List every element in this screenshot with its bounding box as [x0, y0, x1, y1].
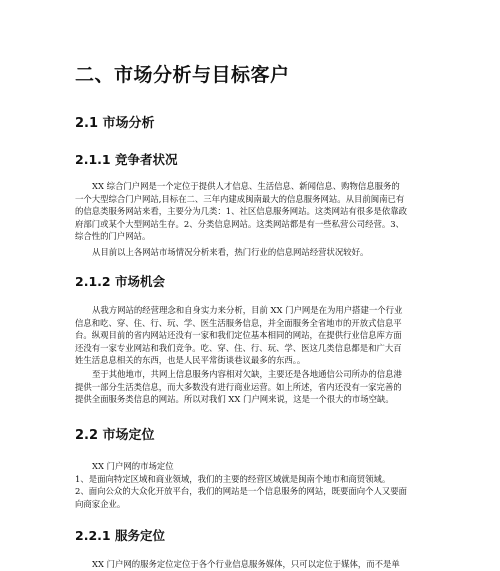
paragraph-competitors: [75, 180, 430, 243]
text-line: XX 综合门户网是一个定位于提供人才信息、生活信息、新闻信息、购物信息服务的: [92, 181, 400, 191]
text-line: XX 门户网的服务定位定位于各个行业信息服务媒体，只可以定位于媒体，而不是单: [92, 559, 400, 569]
paragraph-opportunity: [75, 304, 430, 367]
paragraph-market-summary: [75, 246, 430, 259]
text-line: 提供全面服务类信息的网站。所以对我们 XX 门户网来说，这是一个很大的市场空缺。: [75, 394, 394, 405]
text-line: 台。纵观目前的省内网站还没有一家和我们定位基本相同的网站，在提供行业信息库方面: [75, 330, 402, 341]
text-line: 的信息类服务网站来看，主要分为几类：1、社区信息服务网站。这类网站有很多是依靠政: [75, 206, 407, 217]
chapter-heading: 二、市场分析与目标客户: [75, 64, 290, 86]
text-line: 从我方网站的经营理念和自身实力来分析，目前 XX 门户网是在为用户搭建一个行业: [92, 305, 403, 315]
section-heading-2-1-1: 2.1.1 竞争者状况: [75, 152, 178, 167]
text-line: 从目前以上各网站市场情况分析来看，热门行业的信息网站经营状况较好。: [92, 247, 369, 257]
text-line: 提供一部分生活类信息，而大多数没有进行商业运营。如上所述，省内还没有一家完善的: [75, 381, 402, 392]
text-line: 综合性的门户网站。: [75, 231, 151, 242]
text-line: 2、面向公众的大众化开放平台，我们的网站是一个信息服务的网站，既要面向个人又要面: [75, 486, 407, 497]
section-heading-2-2-1: 2.2.1 服务定位: [75, 528, 165, 543]
text-line: 向商家企业。: [75, 498, 126, 509]
text-line: XX 门户网的市场定位: [92, 461, 174, 471]
text-line: 一个大型综合门户网站,目标在二、三年内建成闽南最大的信息服务网站。从目前闽南已有: [75, 193, 405, 204]
text-line: 府部门或某个大型网站生存。2、分类信息网站。这类网站都是有一些私营公司经营。3、: [75, 218, 404, 229]
section-heading-2-2: 2.2 市场定位: [75, 428, 155, 443]
text-line: 1、是面向特定区域和商业领域，我们的主要的经营区域就是闽南个地市和商贸领域。: [75, 473, 391, 484]
section-heading-2-1-2: 2.1.2 市场机会: [75, 274, 165, 289]
text-line: 信息和吃、穿、住、行、玩、学、医生活服务信息，并全面服务全省地市的开放式信息平: [75, 317, 402, 328]
section-heading-2-1: 2.1 市场分析: [75, 116, 155, 131]
text-line: 至于其他地市，共网上信息服务内容相对欠缺，主要还是各地通信公司所办的信息港: [92, 369, 402, 379]
paragraph-service-positioning: [75, 558, 430, 571]
paragraph-other-cities: [75, 368, 430, 406]
text-line: 还没有一家专业网站和我们竞争。吃、穿、住、行、玩、学、医这几类信息都是和广大百: [75, 342, 402, 353]
paragraph-positioning: [75, 460, 430, 510]
text-line: 姓生活息息相关的东西，也是人民平常街谈巷议最多的东西。。: [75, 355, 306, 366]
